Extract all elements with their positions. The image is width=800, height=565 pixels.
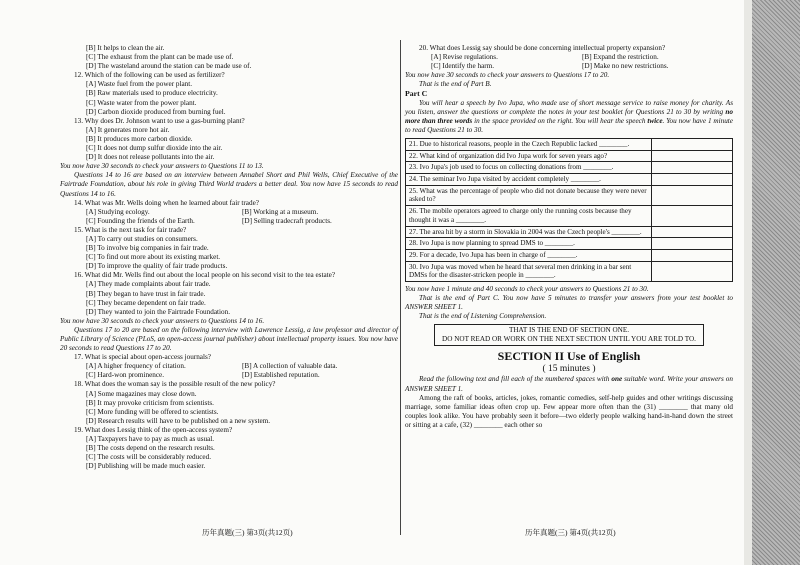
question-text: 26. The mobile operators agreed to charge only the running costs because they thought it was a ________.	[406, 206, 652, 226]
section-title: SECTION II Use of English	[497, 349, 641, 364]
option: [C] The costs will be considerably reduced.	[86, 453, 212, 462]
option: [B] It produces more carbon dioxide.	[86, 134, 193, 143]
question-text: 29. For a decade, Ivo Jupa has been in charge of ________.	[406, 249, 652, 261]
answer-blank	[652, 185, 733, 205]
option: [B] It may provoke criticism from scientists.	[86, 398, 214, 407]
section-instruction	[405, 375, 733, 393]
option: [C] Waste water from the power plant.	[86, 98, 197, 107]
answer-table	[405, 138, 733, 282]
question-text: 21. Due to historical reasons, people in the Czech Republic lacked ________.	[406, 138, 652, 150]
answer-row	[406, 150, 733, 162]
question-text: 24. The seminar Ivo Jupa visited by accident completely ________.	[406, 174, 652, 186]
option: [D] Publishing will be made much easier.	[86, 462, 206, 471]
intro-emphasis: no more than three words	[405, 107, 733, 125]
instruction-text: Read the following text and fill each of the numbered spaces with	[419, 375, 612, 384]
option: [A] Some magazines may close down.	[86, 389, 197, 398]
option: [C] Founding the friends of the Earth.	[86, 216, 195, 225]
question-16: 16. What did Mr. Wells find out about the local people on his second visit to the tea estate?	[74, 271, 336, 280]
left-column	[60, 44, 398, 471]
option-row	[60, 362, 398, 371]
answer-blank	[652, 162, 733, 174]
option-row	[60, 371, 398, 380]
option: [A] Revise regulations.	[431, 53, 498, 62]
question-text: 25. What was the percentage of people who did not donate because they were never asked to?	[406, 185, 652, 205]
option: [B] They began to have trust in fair trade.	[86, 289, 206, 298]
option: [D] It does not release pollutants into the air.	[86, 153, 215, 162]
question-text: 30. Ivo Jupa was moved when he heard that several men drinking in a bar sent DMSs for the disaster-stricken people in ________.	[406, 261, 652, 281]
answer-row	[406, 226, 733, 238]
option: [D] Research results will have to be published on a new system.	[86, 416, 271, 425]
option: [B] Raw materials used to produce electricity.	[86, 89, 218, 98]
question-14: 14. What was Mr. Wells doing when he learned about fair trade?	[74, 198, 259, 207]
instruction-text: suitable word. Write your answers on ANSWER SHEET 1.	[405, 375, 733, 393]
option: [D] Carbon dioxide produced from burning fuel.	[86, 107, 226, 116]
instruction: Questions 17 to 20 are based on the following interview with Lawrence Lessig, a law professor and director of Public Library of Science (PLoS, an open-access journal publisher) about intellectual property issues. You now have 20 seconds to read Questions 17 to 20.	[60, 325, 398, 353]
option: [D] To improve the quality of fair trade products.	[86, 262, 228, 271]
option: [C] Identify the harm.	[431, 62, 495, 71]
answer-blank	[652, 226, 733, 238]
option-row	[405, 62, 733, 71]
answer-blank	[652, 238, 733, 250]
answer-row	[406, 174, 733, 186]
scan-edge	[744, 0, 752, 565]
answer-row	[406, 138, 733, 150]
option: [D] Selling tradecraft products.	[242, 216, 332, 225]
question-17: 17. What is special about open-access journals?	[74, 353, 211, 362]
answer-blank	[652, 150, 733, 162]
option: [A] They made complaints about fair trade.	[86, 280, 211, 289]
instruction: You now have 30 seconds to check your answers to Questions 14 to 16.	[60, 316, 265, 325]
end-of-section-box	[434, 324, 704, 346]
option: [B] The costs depend on the research results.	[86, 444, 215, 453]
option: [C] More funding will be offered to scientists.	[86, 407, 219, 416]
instruction: You now have 30 seconds to check your answers to Questions 17 to 20.	[405, 71, 610, 80]
question-text: 22. What kind of organization did Ivo Jupa work for seven years ago?	[406, 150, 652, 162]
end-box-line: DO NOT READ OR WORK ON THE NEXT SECTION UNTIL YOU ARE TOLD TO.	[442, 335, 696, 344]
scan-binding-strip	[752, 0, 800, 565]
question-19: 19. What does Lessig think of the open-access system?	[74, 425, 233, 434]
option: [D] They wanted to join the Fairtrade Foundation.	[86, 307, 230, 316]
answer-blank	[652, 138, 733, 150]
option: [C] Hard-won prominence.	[86, 371, 165, 380]
part-c-heading: Part C	[405, 89, 428, 99]
question-13: 13. Why does Dr. Johnson want to use a gas-burning plant?	[74, 116, 245, 125]
option: [C] The exhaust from the plant can be made use of.	[86, 53, 234, 62]
option: [C] They became dependent on fair trade.	[86, 298, 206, 307]
option: [A] It generates more hot air.	[86, 125, 170, 134]
part-c-intro	[405, 99, 733, 135]
instruction-emphasis: one	[611, 375, 623, 384]
answer-blank	[652, 261, 733, 281]
answer-row	[406, 261, 733, 281]
section-minutes: ( 15 minutes )	[542, 364, 596, 375]
answer-row	[406, 162, 733, 174]
intro-text: You will hear a speech by Ivo Jupa, who made use of short message service to raise money for charity. As you listen, answer the questions or complete the notes in your test booklet for Questions 21 to 30 by writing	[405, 98, 733, 116]
answer-row	[406, 249, 733, 261]
option-row	[60, 217, 398, 226]
instruction: You now have 30 seconds to check your answers to Questions 11 to 13.	[60, 162, 264, 171]
option-row	[405, 53, 733, 62]
question-20: 20. What does Lessig say should be done concerning intellectual property expansion?	[419, 44, 666, 52]
option: [A] To carry out studies on consumers.	[86, 234, 198, 243]
column-divider	[400, 40, 401, 535]
answer-row	[406, 185, 733, 205]
option: [A] Taxpayers have to pay as much as usual.	[86, 435, 215, 444]
instruction: Questions 14 to 16 are based on an interview between Annabel Short and Phil Wells, Chief Executive of the Fairtrade Foundation, about his role in giving Third World traders a better deal. You now have 15 seconds to read Questions 14 to 16.	[60, 171, 398, 198]
option: [B] Working at a museum.	[242, 207, 319, 216]
instruction: That is the end of Part C. You now have 5 minutes to transfer your answers from your test booklet to ANSWER SHEET 1.	[405, 294, 733, 312]
question-18: 18. What does the woman say is the possible result of the new policy?	[74, 380, 276, 389]
page-footer-left: 历年真题(三) 第3页(共12页)	[202, 528, 293, 537]
option: [D] Established reputation.	[242, 371, 320, 380]
answer-blank	[652, 174, 733, 186]
option: [D] The wasteland around the station can be made use of.	[86, 62, 252, 71]
passage: Among the raft of books, articles, jokes, romantic comedies, self-help guides and other writings discussing marriage, some familiar ideas often crop up. Few appear more often than the (31) ________ that many old couples look alike. You have probably seen it before—two elderly people walking hand-in-hand down the street or sitting at a cafe, (32) ________ each other so	[405, 393, 733, 429]
right-column	[405, 44, 733, 430]
instruction: That is the end of Part B.	[419, 80, 492, 89]
intro-text: in the space provided on the right. You will hear the speech	[472, 116, 648, 125]
option: [B] It helps to clean the air.	[86, 44, 165, 52]
answer-row	[406, 238, 733, 250]
option: [D] Make no new restrictions.	[582, 62, 669, 71]
instruction: You now have 1 minute and 40 seconds to check your answers to Questions 21 to 30.	[405, 285, 649, 294]
instruction: That is the end of Listening Comprehension.	[419, 312, 547, 321]
option: [C] It does not dump sulfur dioxide into the air.	[86, 144, 223, 153]
answer-row	[406, 206, 733, 226]
intro-emphasis: twice	[647, 116, 663, 125]
question-text: 23. Ivo Jupa's job used to focus on collecting donations from ________.	[406, 162, 652, 174]
answer-blank	[652, 206, 733, 226]
option: [C] To find out more about its existing market.	[86, 253, 221, 262]
intro-text: . You now have 1 minute to read Questions 21 to 30.	[405, 116, 733, 134]
page-footer-right: 历年真题(三) 第4页(共12页)	[525, 528, 616, 537]
option: [B] Expand the restriction.	[582, 53, 659, 62]
end-box-line: THAT IS THE END OF SECTION ONE.	[508, 326, 630, 335]
option: [B] To involve big companies in fair trade.	[86, 244, 209, 253]
option: [A] A higher frequency of citation.	[86, 362, 186, 371]
option: [A] Studying ecology.	[86, 207, 150, 216]
answer-blank	[652, 249, 733, 261]
option: [B] A collection of valuable data.	[242, 362, 338, 371]
option: [A] Waste fuel from the power plant.	[86, 80, 193, 89]
question-text: 27. The area hit by a storm in Slovakia in 2004 was the Czech people's ________.	[406, 226, 652, 238]
question-15: 15. What is the next task for fair trade?	[74, 225, 187, 234]
question-12: 12. Which of the following can be used as fertilizer?	[74, 71, 225, 80]
question-text: 28. Ivo Jupa is now planning to spread DMS to ________.	[406, 238, 652, 250]
option-row	[60, 208, 398, 217]
